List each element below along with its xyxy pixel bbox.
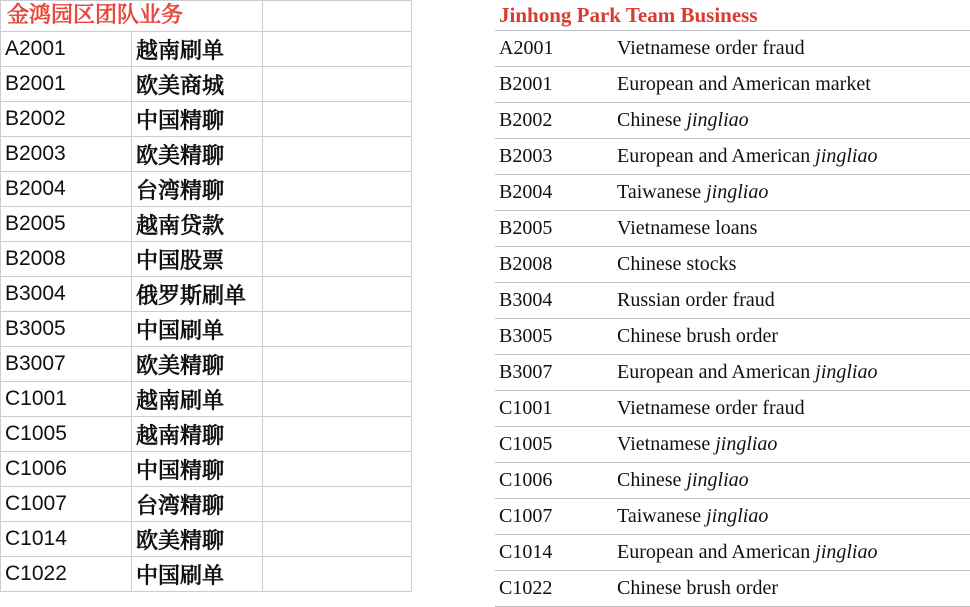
table-row xyxy=(1,382,412,417)
left-row-code: B2005 xyxy=(1,207,132,242)
table-row xyxy=(1,207,412,242)
left-row-name: 中国精聊 xyxy=(132,452,263,487)
left-row-name: 中国精聊 xyxy=(132,102,263,137)
right-row-code: C1005 xyxy=(495,427,613,463)
right-row-code: B3005 xyxy=(495,319,613,355)
right-row-code: C1014 xyxy=(495,535,613,571)
left-row-code: C1006 xyxy=(1,452,132,487)
right-row-code: B3004 xyxy=(495,283,613,319)
left-row-name: 越南贷款 xyxy=(132,207,263,242)
left-row-blank xyxy=(263,207,412,242)
right-row-name-text: Vietnamese loans xyxy=(617,217,758,239)
table-row xyxy=(495,31,970,67)
left-row-name: 越南刷单 xyxy=(132,382,263,417)
left-row-code: A2001 xyxy=(1,32,132,67)
right-row-name-text: European and American market xyxy=(617,73,871,95)
left-row-blank xyxy=(263,487,412,522)
left-title-row xyxy=(1,1,412,32)
right-row-name-text: Vietnamese xyxy=(617,433,716,455)
table-row xyxy=(1,417,412,452)
left-title-cell xyxy=(1,1,263,32)
left-row-code: C1001 xyxy=(1,382,132,417)
left-table-body xyxy=(1,1,412,592)
right-business-table xyxy=(495,30,970,607)
table-row xyxy=(1,312,412,347)
right-row-name xyxy=(613,103,970,139)
table-row xyxy=(1,277,412,312)
table-row xyxy=(495,427,970,463)
left-row-code: C1014 xyxy=(1,522,132,557)
right-row-name-text: Taiwanese xyxy=(617,181,707,203)
right-row-name xyxy=(613,139,970,175)
table-row xyxy=(495,391,970,427)
left-row-name: 台湾精聊 xyxy=(132,487,263,522)
right-row-name xyxy=(613,175,970,211)
right-row-name-text: Russian order fraud xyxy=(617,289,775,311)
table-row xyxy=(495,571,970,607)
right-row-name xyxy=(613,319,970,355)
left-row-code: B3007 xyxy=(1,347,132,382)
left-row-blank xyxy=(263,557,412,592)
table-row xyxy=(1,487,412,522)
right-row-name-text: Chinese brush order xyxy=(617,577,779,599)
right-table-title: Jinhong Park Team Business xyxy=(499,3,758,27)
table-row xyxy=(495,283,970,319)
right-row-code: A2001 xyxy=(495,31,613,67)
right-row-name-italic: jingliao xyxy=(715,433,778,455)
right-row-name-text: Chinese xyxy=(617,469,687,491)
right-row-name xyxy=(613,283,970,319)
right-translation-block xyxy=(495,0,970,607)
table-row xyxy=(495,103,970,139)
left-row-blank xyxy=(263,452,412,487)
right-row-name-text: Taiwanese xyxy=(617,505,707,527)
left-row-name: 欧美精聊 xyxy=(132,347,263,382)
table-row xyxy=(1,452,412,487)
left-row-name: 中国股票 xyxy=(132,242,263,277)
left-row-blank xyxy=(263,522,412,557)
left-row-name: 越南刷单 xyxy=(132,32,263,67)
right-row-name-text: Chinese stocks xyxy=(617,253,737,275)
table-row xyxy=(1,67,412,102)
right-row-code: C1022 xyxy=(495,571,613,607)
table-row xyxy=(495,463,970,499)
right-row-name xyxy=(613,535,970,571)
right-row-name-italic: jingliao xyxy=(686,469,749,491)
right-row-name-italic: jingliao xyxy=(815,361,878,383)
right-row-code: C1001 xyxy=(495,391,613,427)
right-row-name xyxy=(613,247,970,283)
right-row-name xyxy=(613,67,970,103)
right-row-code: B2005 xyxy=(495,211,613,247)
right-row-name xyxy=(613,571,970,607)
left-row-blank xyxy=(263,417,412,452)
right-row-code: C1006 xyxy=(495,463,613,499)
left-row-blank xyxy=(263,32,412,67)
right-row-name-text: European and American xyxy=(617,361,816,383)
right-table-body xyxy=(495,31,970,607)
table-row xyxy=(495,211,970,247)
right-row-name xyxy=(613,499,970,535)
left-row-code: C1022 xyxy=(1,557,132,592)
left-row-blank xyxy=(263,137,412,172)
table-row xyxy=(1,242,412,277)
left-row-blank xyxy=(263,382,412,417)
table-row xyxy=(1,137,412,172)
right-row-name-italic: jingliao xyxy=(686,109,749,131)
right-row-name xyxy=(613,391,970,427)
left-row-name: 欧美精聊 xyxy=(132,522,263,557)
left-row-name: 欧美商城 xyxy=(132,67,263,102)
left-row-blank xyxy=(263,172,412,207)
right-row-name-text: European and American xyxy=(617,541,816,563)
table-row xyxy=(1,172,412,207)
right-row-name xyxy=(613,463,970,499)
left-row-code: B2003 xyxy=(1,137,132,172)
left-row-blank xyxy=(263,312,412,347)
table-row xyxy=(495,139,970,175)
left-row-blank xyxy=(263,102,412,137)
right-row-name-italic: jingliao xyxy=(706,505,769,527)
right-row-name-text: European and American xyxy=(617,145,816,167)
table-row xyxy=(495,499,970,535)
left-row-code: B2002 xyxy=(1,102,132,137)
left-row-name: 台湾精聊 xyxy=(132,172,263,207)
left-row-blank xyxy=(263,67,412,102)
table-row xyxy=(495,355,970,391)
left-row-code: B3004 xyxy=(1,277,132,312)
table-row xyxy=(1,102,412,137)
right-row-code: C1007 xyxy=(495,499,613,535)
left-table-title: 金鸿园区团队业务 xyxy=(7,3,184,28)
table-row xyxy=(1,522,412,557)
left-row-name: 中国刷单 xyxy=(132,557,263,592)
table-row xyxy=(495,67,970,103)
right-row-name xyxy=(613,355,970,391)
right-row-name-text: Vietnamese order fraud xyxy=(617,397,805,419)
left-row-code: B2001 xyxy=(1,67,132,102)
right-row-code: B2003 xyxy=(495,139,613,175)
table-row xyxy=(495,175,970,211)
left-title-blank-cell xyxy=(263,1,412,32)
table-row xyxy=(495,535,970,571)
right-row-code: B2008 xyxy=(495,247,613,283)
table-row xyxy=(1,557,412,592)
right-row-name-italic: jingliao xyxy=(815,145,878,167)
left-row-blank xyxy=(263,277,412,312)
right-row-name-text: Chinese xyxy=(617,109,687,131)
left-row-code: B2008 xyxy=(1,242,132,277)
left-row-blank xyxy=(263,347,412,382)
right-row-name-italic: jingliao xyxy=(815,541,878,563)
right-row-name-text: Vietnamese order fraud xyxy=(617,37,805,59)
left-row-name: 越南精聊 xyxy=(132,417,263,452)
right-row-code: B3007 xyxy=(495,355,613,391)
right-row-code: B2002 xyxy=(495,103,613,139)
left-business-table xyxy=(0,0,412,592)
table-row xyxy=(495,247,970,283)
right-row-code: B2004 xyxy=(495,175,613,211)
right-row-name-text: Chinese brush order xyxy=(617,325,779,347)
table-row xyxy=(495,319,970,355)
left-row-name: 俄罗斯刷单 xyxy=(132,277,263,312)
right-row-name-italic: jingliao xyxy=(706,181,769,203)
left-row-name: 中国刷单 xyxy=(132,312,263,347)
left-row-name: 欧美精聊 xyxy=(132,137,263,172)
table-row xyxy=(1,347,412,382)
right-row-name xyxy=(613,211,970,247)
left-row-code: B2004 xyxy=(1,172,132,207)
left-row-code: C1005 xyxy=(1,417,132,452)
right-row-code: B2001 xyxy=(495,67,613,103)
left-row-blank xyxy=(263,242,412,277)
left-row-code: C1007 xyxy=(1,487,132,522)
table-row xyxy=(1,32,412,67)
right-row-name xyxy=(613,427,970,463)
left-row-code: B3005 xyxy=(1,312,132,347)
right-row-name xyxy=(613,31,970,67)
